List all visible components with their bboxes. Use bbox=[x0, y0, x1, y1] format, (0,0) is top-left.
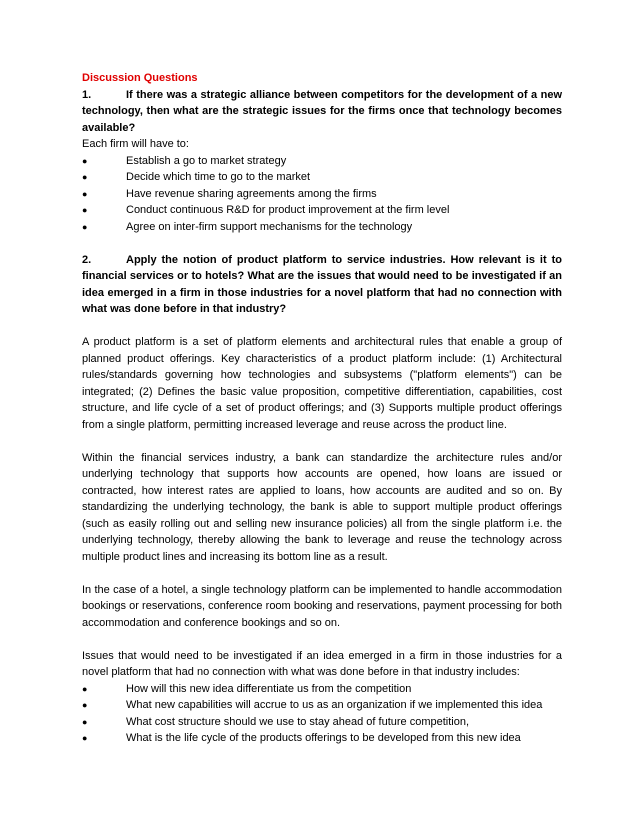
list-item bbox=[82, 169, 562, 186]
list-item-text: Conduct continuous R&D for product improvement at the firm level bbox=[126, 204, 450, 216]
q1-intro: Each firm will have to: bbox=[82, 138, 189, 150]
question-1-text: If there was a strategic alliance between competitors for the development of a new technology, then what are the strategic issues for the firms once that technology becomes available? bbox=[82, 88, 562, 134]
list-item-text: What is the life cycle of the products offerings to be developed from this new idea bbox=[126, 732, 521, 744]
list-item bbox=[82, 202, 562, 219]
spacer bbox=[82, 433, 562, 450]
list-item bbox=[82, 186, 562, 203]
issues-bullet-list bbox=[82, 681, 562, 747]
paragraph-hotel: In the case of a hotel, a single technology platform can be implemented to handle accommodation bookings or reservations, conference room booking and reservations, payment processing for both accommodation and conference bookings and so on. bbox=[82, 583, 562, 629]
document-page bbox=[82, 70, 562, 747]
list-item-text: Establish a go to market strategy bbox=[126, 154, 287, 167]
list-item-text: Decide which time to go to the market bbox=[126, 171, 311, 183]
list-item bbox=[82, 219, 562, 236]
paragraph-issues-intro: Issues that would need to be investigated if an idea emerged in a firm in those industries for a novel platform that had no connection with what was done before in that industry includes: bbox=[82, 649, 562, 678]
bullet-icon: ● bbox=[82, 221, 88, 232]
bullet-icon: ● bbox=[82, 172, 88, 182]
question-1 bbox=[82, 87, 562, 137]
bullet-icon: ● bbox=[82, 716, 88, 727]
spacer bbox=[82, 631, 562, 648]
list-item bbox=[82, 714, 562, 731]
discussion-heading: Discussion Questions bbox=[82, 72, 198, 84]
list-item-text: What new capabilities will accrue to us as an organization if we implemented this idea bbox=[126, 699, 543, 711]
list-item bbox=[82, 681, 562, 698]
list-item-text: How will this new idea differentiate us from the competition bbox=[126, 682, 412, 695]
question-2-text: Apply the notion of product platform to service industries. How relevant is it to financial services or to hotels? What are the issues that would need to be investigated if an idea emerged in a firm in those industries for a novel platform that had no connection with what was done before in that industry? bbox=[82, 253, 562, 315]
question-2-number: 2. bbox=[82, 253, 92, 266]
spacer bbox=[82, 565, 562, 582]
paragraph-product-platform: A product platform is a set of platform elements and architectural rules that enable a group of planned product offerings. Key characteristics of a product platform include: (1) Architectural rules/standards governing how technologies and subsystems ("platform elements") can be integrated; (2) Defines the basic value proposition, competitive differentiation, capabilities, cost structure, and life cycle of a set of product offerings; and (3) Supports multiple product offerings from a single platform, permitting increased leverage and reuse across the product line. bbox=[82, 336, 562, 431]
list-item-text: Agree on inter-firm support mechanisms for the technology bbox=[126, 220, 413, 233]
question-2 bbox=[82, 252, 562, 318]
list-item-text: What cost structure should we use to stay ahead of future competition, bbox=[126, 715, 470, 728]
list-item bbox=[82, 730, 562, 747]
bullet-icon: ● bbox=[82, 188, 88, 199]
bullet-icon: ● bbox=[82, 733, 88, 743]
list-item-text: Have revenue sharing agreements among the firms bbox=[126, 187, 377, 200]
list-item bbox=[82, 153, 562, 170]
list-item bbox=[82, 697, 562, 714]
bullet-icon: ● bbox=[82, 700, 88, 710]
bullet-icon: ● bbox=[82, 205, 88, 215]
paragraph-financial-services: Within the financial services industry, a bank can standardize the architecture rules and/or underlying technology that supports how accounts are opened, how loans are issued or contracted, how interest rates are applied to loans, how accounts are audited and so on. By standardizing the underlying technology, the bank is able to support multiple product offerings (such as easily rolling out and selling new insurance policies) all from the single platform i.e. the underlying technology, thereby allowing the bank to leverage and reuse the technology across multiple product lines and increasing its bottom line as a result. bbox=[82, 451, 562, 563]
q1-bullet-list bbox=[82, 153, 562, 236]
spacer bbox=[82, 318, 562, 335]
bullet-icon: ● bbox=[82, 683, 88, 694]
question-1-number: 1. bbox=[82, 88, 92, 101]
bullet-icon: ● bbox=[82, 155, 88, 166]
spacer bbox=[82, 235, 562, 252]
